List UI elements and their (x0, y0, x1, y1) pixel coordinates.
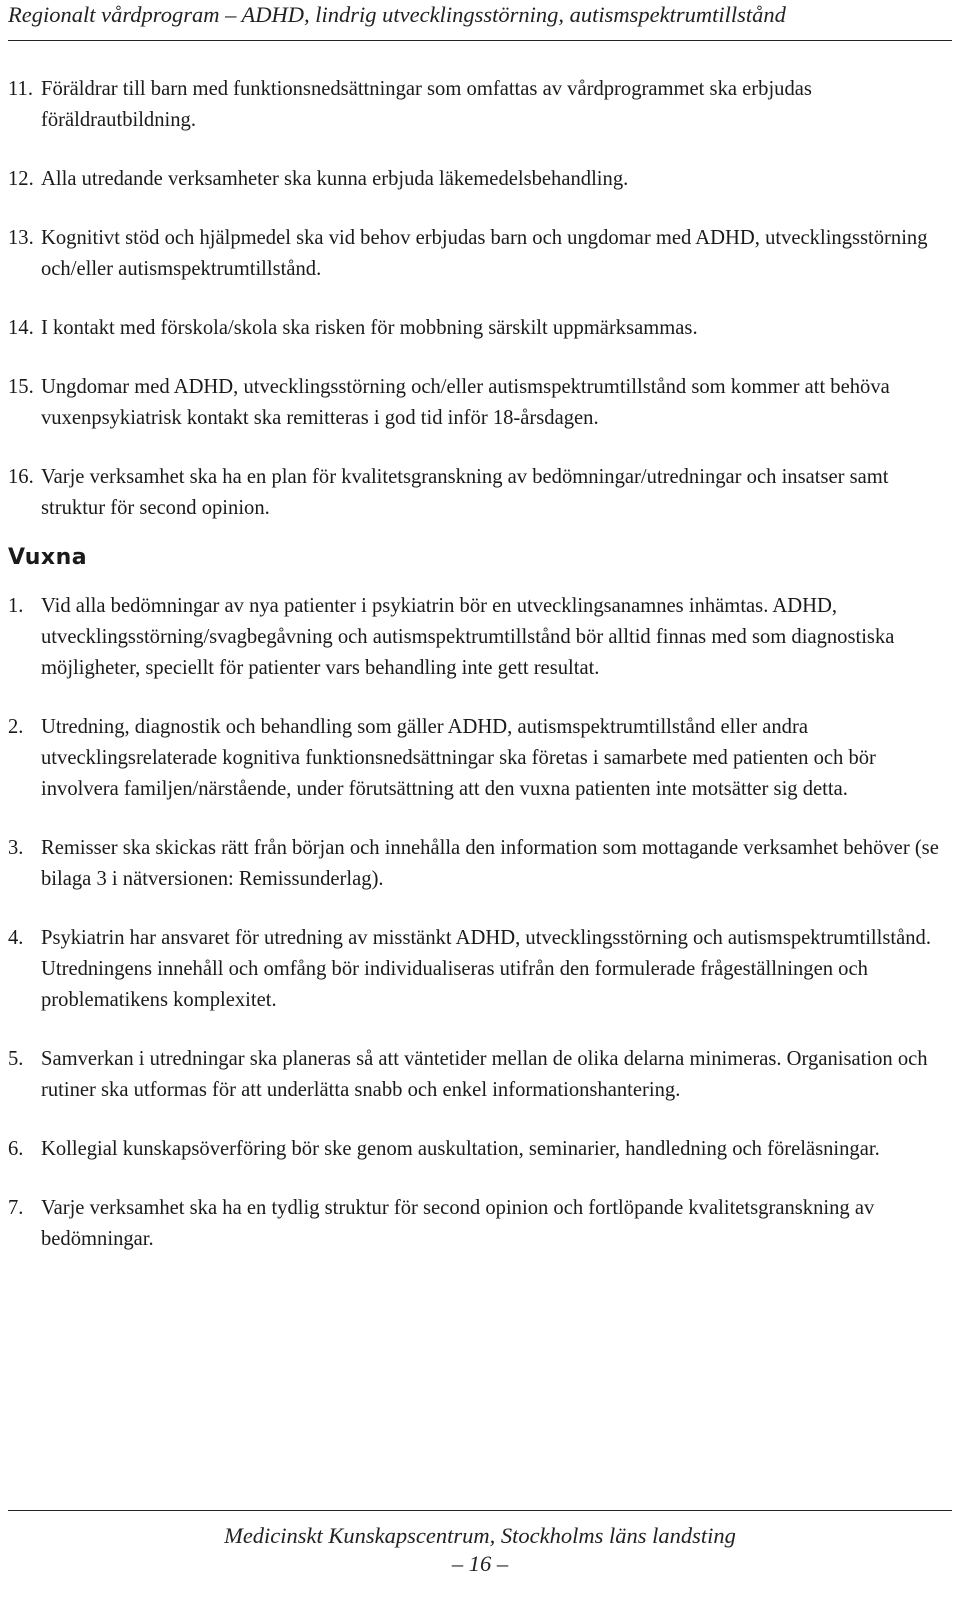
item-text: Samverkan i utredningar ska planeras så att väntetider mellan de olika delarna minimeras. Organisation och rutiner ska utformas för att underlätta snabb och enkel informationshantering. (41, 1048, 928, 1101)
item-number: 5. (8, 1048, 24, 1070)
running-header (8, 0, 952, 41)
item-text: Utredning, diagnostik och behandling som gäller ADHD, autismspektrumtillstånd eller andra utvecklingsrelaterade kognitiva funktionsnedsättningar ska företas i samarbete med patienten och bör involvera familjen/närstående, under förutsättning att den vuxna patienten inte motsätter sig detta. (41, 716, 876, 800)
list-item (8, 313, 952, 344)
item-text: Remisser ska skickas rätt från början och innehålla den information som mottagande verksamhet behöver (se bilaga 3 i nätversionen: Remissunderlag). (41, 837, 939, 890)
list-item (8, 1134, 952, 1165)
item-number: 15. (8, 376, 34, 398)
item-number: 6. (8, 1138, 24, 1160)
list-item (8, 1044, 952, 1106)
list-item (8, 462, 952, 524)
list-item (8, 1193, 952, 1255)
item-text: Kollegial kunskapsöverföring bör ske genom auskultation, seminarier, handledning och föreläsningar. (41, 1138, 880, 1160)
item-text: Föräldrar till barn med funktionsnedsättningar som omfattas av vårdprogrammet ska erbjudas föräldrautbildning. (41, 78, 812, 131)
page-content (8, 74, 952, 1255)
item-number: 12. (8, 168, 34, 190)
item-text: Ungdomar med ADHD, utvecklingsstörning och/eller autismspektrumtillstånd som kommer att behöva vuxenpsykiatrisk kontakt ska remitteras i god tid inför 18-årsdagen. (41, 376, 890, 429)
item-number: 4. (8, 927, 24, 949)
item-text: Vid alla bedömningar av nya patienter i psykiatrin bör en utvecklingsanamnes inhämtas. ADHD, utvecklingsstörning/svagbegåvning och autismspektrumtillstånd bör alltid finnas med som diagnostiska möjligheter, speciellt för patienter vars behandling inte gett resultat. (41, 595, 895, 679)
list-item (8, 372, 952, 434)
item-number: 14. (8, 317, 34, 339)
footer-institution: Medicinskt Kunskapscentrum, Stockholms läns landsting (224, 1523, 736, 1548)
item-number: 13. (8, 227, 34, 249)
footer-divider (8, 1510, 952, 1511)
item-text: Alla utredande verksamheter ska kunna erbjuda läkemedelsbehandling. (41, 168, 629, 190)
item-text: Kognitivt stöd och hjälpmedel ska vid behov erbjudas barn och ungdomar med ADHD, utvecklingsstörning och/eller autismspektrumtillstånd. (41, 227, 928, 280)
item-number: 3. (8, 837, 24, 859)
list-item (8, 74, 952, 136)
list-item (8, 164, 952, 195)
item-number: 16. (8, 466, 34, 488)
document-title: Regionalt vårdprogram – ADHD, lindrig utvecklingsstörning, autismspektrumtillstånd (8, 2, 786, 27)
item-text: I kontakt med förskola/skola ska risken för mobbning särskilt uppmärksammas. (41, 317, 698, 339)
item-number: 1. (8, 595, 24, 617)
list-item (8, 833, 952, 895)
section-heading-vuxna: Vuxna (8, 545, 88, 570)
item-number: 7. (8, 1197, 24, 1219)
page-number: – 16 – (451, 1551, 509, 1576)
list-item (8, 923, 952, 1016)
list-item (8, 223, 952, 285)
item-text: Varje verksamhet ska ha en tydlig struktur för second opinion och fortlöpande kvalitetsgranskning av bedömningar. (41, 1197, 875, 1250)
list-item (8, 712, 952, 805)
item-text: Varje verksamhet ska ha en plan för kvalitetsgranskning av bedömningar/utredningar och insatser samt struktur för second opinion. (41, 466, 889, 519)
list-item (8, 591, 952, 684)
item-number: 2. (8, 716, 24, 738)
item-number: 11. (8, 78, 33, 100)
item-text: Psykiatrin har ansvaret för utredning av misstänkt ADHD, utvecklingsstörning och autismspektrumtillstånd. Utredningens innehåll och omfång bör individualiseras utifrån den formulerade frågeställningen och problematikens komplexitet. (41, 927, 931, 1011)
